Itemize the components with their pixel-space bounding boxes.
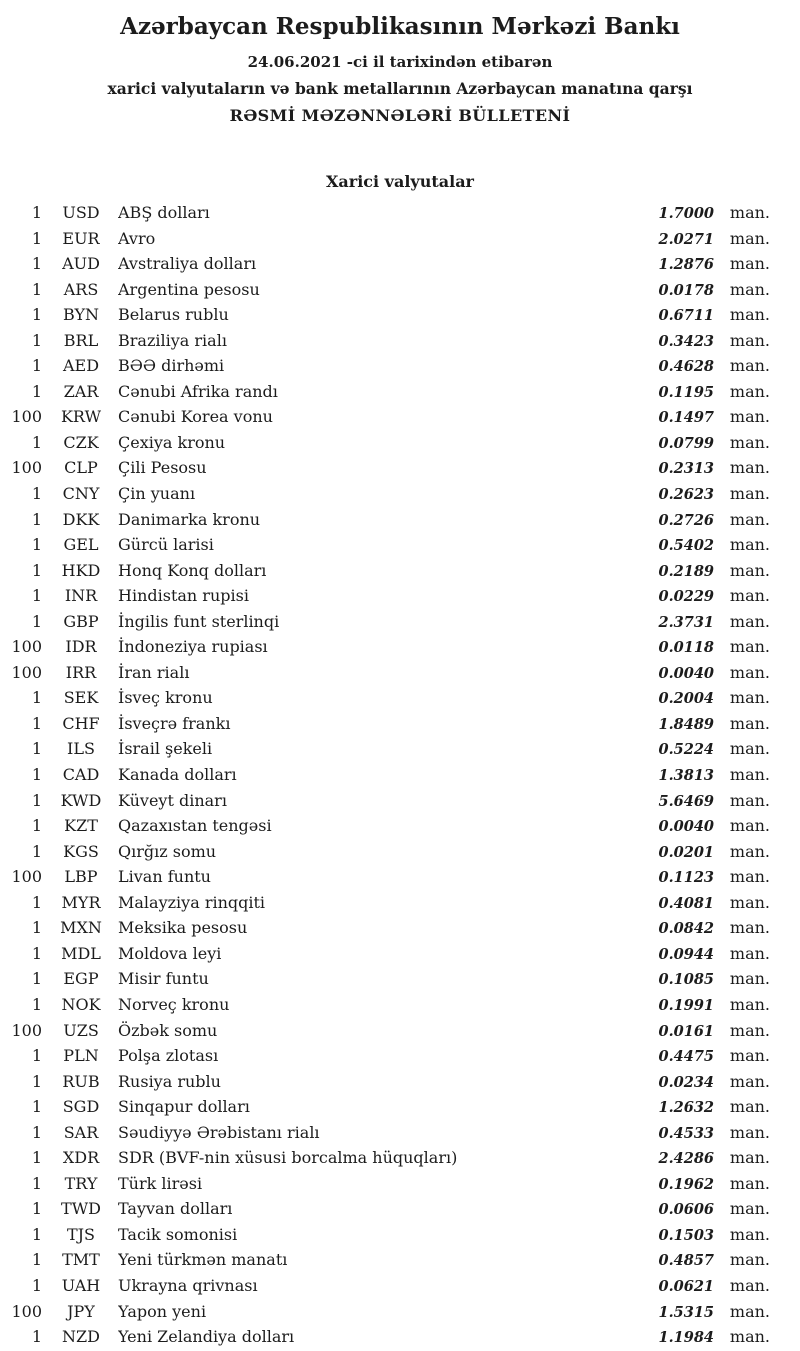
currency-unit: man. <box>729 509 770 529</box>
currency-row <box>8 609 770 635</box>
currency-row <box>8 1069 770 1095</box>
currency-rate: 2.4286 <box>658 1150 714 1168</box>
currency-unit: man. <box>729 1224 770 1244</box>
currency-code: GBP <box>63 611 99 631</box>
currency-quantity: 100 <box>11 458 42 478</box>
currency-row <box>8 788 770 814</box>
currency-code: BRL <box>63 330 99 350</box>
currency-row <box>8 328 770 354</box>
currency-rate: 1.8489 <box>658 715 714 733</box>
currency-unit: man. <box>729 867 770 887</box>
currency-row <box>8 507 770 533</box>
currency-unit: man. <box>729 739 770 759</box>
currency-code: IRR <box>65 662 97 682</box>
currency-quantity: 1 <box>31 228 42 248</box>
currency-quantity: 1 <box>31 765 42 785</box>
effective-date-line: 24.06.2021 -ci il tarixindən etibarən <box>247 53 553 71</box>
currency-unit: man. <box>729 1122 770 1142</box>
currency-unit: man. <box>729 637 770 657</box>
currency-quantity: 100 <box>11 1020 42 1040</box>
currency-row <box>8 251 770 277</box>
currency-unit: man. <box>729 918 770 938</box>
currency-unit: man. <box>729 535 770 555</box>
currency-code: KZT <box>64 816 98 836</box>
currency-rate: 0.0799 <box>658 434 714 452</box>
currency-name: Cənubi Korea vonu <box>118 407 273 427</box>
currency-unit: man. <box>729 969 770 989</box>
currency-rate: 1.2876 <box>658 256 714 274</box>
currency-rate: 1.7000 <box>658 205 714 222</box>
currency-name: Səudiyyə Ərəbistanı rialı <box>118 1122 320 1142</box>
currency-name: Livan funtu <box>118 867 211 887</box>
currency-code: TWD <box>61 1199 101 1219</box>
currency-unit: man. <box>729 305 770 325</box>
currency-code: KRW <box>60 407 102 427</box>
currency-row <box>8 992 770 1018</box>
currency-code: CZK <box>63 432 99 452</box>
currency-code: MXN <box>60 918 102 938</box>
currency-rate: 0.4081 <box>658 894 714 912</box>
currency-quantity: 1 <box>31 432 42 452</box>
currency-rate: 0.1503 <box>658 1226 714 1244</box>
currency-quantity: 1 <box>31 381 42 401</box>
currency-unit: man. <box>729 1301 770 1321</box>
currency-quantity: 100 <box>11 867 42 887</box>
currency-rate: 1.3813 <box>658 767 714 785</box>
currency-code: ILS <box>67 739 95 759</box>
currency-unit: man. <box>729 1046 770 1066</box>
currency-rate: 0.1497 <box>658 409 714 427</box>
currency-quantity: 1 <box>31 1250 42 1270</box>
currency-code: XDR <box>62 1148 100 1168</box>
currency-quantity: 1 <box>31 1173 42 1193</box>
currency-quantity: 1 <box>31 1071 42 1091</box>
currency-name: Moldova leyi <box>118 943 222 963</box>
currency-quantity: 1 <box>31 484 42 504</box>
currency-rate: 0.0040 <box>658 664 714 682</box>
currency-row <box>8 379 770 405</box>
currency-row <box>8 430 770 456</box>
currency-rate: 0.1991 <box>658 996 714 1014</box>
currency-row <box>8 532 770 558</box>
currency-rate: 0.0040 <box>658 818 714 836</box>
currency-unit: man. <box>729 1020 770 1040</box>
currency-name: İngilis funt sterlinqi <box>118 611 280 631</box>
currency-rate: 0.2189 <box>658 562 714 580</box>
currency-name: İran rialı <box>118 662 190 682</box>
currency-row <box>8 481 770 507</box>
currency-quantity: 1 <box>31 943 42 963</box>
currency-code: DKK <box>62 509 100 529</box>
currency-code: ZAR <box>63 381 99 401</box>
bank-title: Azərbaycan Respublikasının Mərkəzi Bankı <box>120 13 680 40</box>
currency-unit: man. <box>729 432 770 452</box>
currency-row <box>8 583 770 609</box>
currency-unit: man. <box>729 560 770 580</box>
currency-row <box>8 685 770 711</box>
currency-name: Özbək somu <box>118 1020 218 1040</box>
currency-row <box>8 1196 770 1222</box>
currency-name: Danimarka kronu <box>118 509 261 529</box>
currency-name: Braziliya rialı <box>118 330 227 350</box>
currency-code: JPY <box>67 1301 95 1321</box>
currency-code: USD <box>62 203 100 222</box>
currency-row <box>8 404 770 430</box>
currency-rate: 1.5315 <box>658 1303 714 1321</box>
currency-quantity: 1 <box>31 1046 42 1066</box>
currency-quantity: 1 <box>31 611 42 631</box>
currency-row <box>8 1247 770 1273</box>
currency-row <box>8 1018 770 1044</box>
currency-row <box>8 762 770 788</box>
currency-rate: 0.2004 <box>658 690 714 708</box>
currency-quantity: 1 <box>31 1122 42 1142</box>
currency-row <box>8 839 770 865</box>
currency-row <box>8 864 770 890</box>
currency-rate: 0.4628 <box>658 358 714 376</box>
currency-row <box>8 277 770 303</box>
currency-quantity: 1 <box>31 305 42 325</box>
currency-row <box>8 736 770 762</box>
currency-quantity: 1 <box>31 892 42 912</box>
currency-unit: man. <box>729 994 770 1014</box>
currency-code: INR <box>64 586 98 606</box>
currency-code: GEL <box>63 535 99 555</box>
currency-code: RUB <box>62 1071 100 1091</box>
currency-unit: man. <box>729 662 770 682</box>
currency-rate: 0.2623 <box>658 486 714 504</box>
currency-unit: man. <box>729 713 770 733</box>
currency-name: Avstraliya dolları <box>118 254 257 274</box>
currency-name: Çili Pesosu <box>118 458 207 478</box>
currency-unit: man. <box>729 688 770 708</box>
currency-rate: 0.5402 <box>658 537 714 555</box>
document-header <box>8 12 770 125</box>
currency-unit: man. <box>729 841 770 861</box>
currency-unit: man. <box>729 892 770 912</box>
currency-quantity: 1 <box>31 254 42 274</box>
currency-rate: 0.0229 <box>658 588 714 606</box>
currency-quantity: 1 <box>31 1097 42 1117</box>
currency-rate: 0.4857 <box>658 1252 714 1270</box>
currency-quantity: 1 <box>31 586 42 606</box>
currency-code: CNY <box>62 484 100 504</box>
currency-code: MDL <box>61 943 101 963</box>
currency-unit: man. <box>729 1148 770 1168</box>
currency-unit: man. <box>729 816 770 836</box>
currency-row <box>8 941 770 967</box>
currency-unit: man. <box>729 1071 770 1091</box>
currency-code: NZD <box>62 1327 100 1347</box>
currency-code: SAR <box>63 1122 99 1142</box>
currency-rate: 0.0621 <box>658 1277 714 1295</box>
currency-row <box>8 302 770 328</box>
currency-row <box>8 634 770 660</box>
currency-quantity: 1 <box>31 739 42 759</box>
currency-row <box>8 226 770 252</box>
currency-row <box>8 813 770 839</box>
currency-row <box>8 1299 770 1325</box>
currency-row <box>8 890 770 916</box>
currency-quantity: 100 <box>11 637 42 657</box>
currency-row <box>8 1145 770 1171</box>
currency-rate: 0.4475 <box>658 1048 714 1066</box>
currency-rate: 0.0944 <box>658 945 714 963</box>
currency-row <box>8 455 770 481</box>
currency-name: Sinqapur dolları <box>118 1097 250 1117</box>
currency-code: CAD <box>62 765 100 785</box>
currency-row <box>8 353 770 379</box>
currency-rate: 0.3423 <box>658 332 714 350</box>
currency-row <box>8 915 770 941</box>
currency-rate: 0.0118 <box>658 639 714 657</box>
currency-name: Honq Konq dolları <box>118 560 267 580</box>
currency-quantity: 100 <box>11 662 42 682</box>
currency-code: MYR <box>61 892 101 912</box>
currency-code: TMT <box>62 1250 100 1270</box>
currency-code: KGS <box>63 841 99 861</box>
currency-code: SEK <box>63 688 99 708</box>
currency-code: EGP <box>63 969 99 989</box>
currency-rate: 0.2726 <box>658 511 714 529</box>
currency-unit: man. <box>729 765 770 785</box>
currency-row <box>8 1171 770 1197</box>
currency-unit: man. <box>729 790 770 810</box>
currency-name: Meksika pesosu <box>118 918 248 938</box>
currency-name: Qazaxıstan tengəsi <box>118 816 272 836</box>
currency-unit: man. <box>729 254 770 274</box>
currency-row <box>8 558 770 584</box>
currency-quantity: 1 <box>31 1327 42 1347</box>
currency-name: Qırğız somu <box>118 841 217 861</box>
currency-code: AED <box>62 356 100 376</box>
currency-quantity: 1 <box>31 688 42 708</box>
currency-name: Yeni türkmən manatı <box>118 1250 288 1270</box>
currency-name: Tayvan dolları <box>118 1199 233 1219</box>
currency-rate: 0.0842 <box>658 920 714 938</box>
currency-row <box>8 1222 770 1248</box>
currency-name: Küveyt dinarı <box>118 790 227 810</box>
currency-unit: man. <box>729 228 770 248</box>
currency-quantity: 100 <box>11 407 42 427</box>
currency-name: Türk lirəsi <box>118 1173 203 1193</box>
currency-row <box>8 200 770 226</box>
currency-row <box>8 1324 770 1350</box>
currency-code: LBP <box>64 867 98 887</box>
currency-unit: man. <box>729 1173 770 1193</box>
currency-name: Hindistan rupisi <box>118 586 249 606</box>
currency-code: CHF <box>62 713 100 733</box>
currency-rate: 1.1984 <box>658 1329 714 1347</box>
currency-unit: man. <box>729 1327 770 1347</box>
currency-unit: man. <box>729 1275 770 1295</box>
section-title-foreign-currencies: Xarici valyutalar <box>326 172 474 191</box>
currency-rate: 0.4533 <box>658 1124 714 1142</box>
currency-name: Misir funtu <box>118 969 209 989</box>
currency-name: Avro <box>118 228 156 248</box>
currency-code: IDR <box>65 637 97 657</box>
currency-name: Polşa zlotası <box>118 1046 219 1066</box>
currency-quantity: 1 <box>31 279 42 299</box>
currency-name: BƏƏ dirhəmi <box>118 356 225 376</box>
currency-rate: 1.2632 <box>658 1099 714 1117</box>
currency-name: Çin yuanı <box>118 484 196 504</box>
currency-quantity: 1 <box>31 841 42 861</box>
currency-unit: man. <box>729 1097 770 1117</box>
currency-quantity: 1 <box>31 1224 42 1244</box>
currency-name: Cənubi Afrika randı <box>118 381 278 401</box>
currency-row <box>8 1120 770 1146</box>
currency-name: Çexiya kronu <box>118 432 226 452</box>
currency-rate: 2.0271 <box>658 230 714 248</box>
currency-rate: 0.1195 <box>658 383 714 401</box>
currency-rate: 0.1962 <box>658 1175 714 1193</box>
currency-code: HKD <box>61 560 101 580</box>
currency-quantity: 1 <box>31 356 42 376</box>
currency-unit: man. <box>729 458 770 478</box>
currency-row <box>8 1043 770 1069</box>
currency-quantity: 1 <box>31 790 42 810</box>
currency-name: Yeni Zelandiya dolları <box>118 1327 295 1347</box>
currency-name: Malayziya rinqqiti <box>118 892 266 912</box>
currency-rate: 0.0178 <box>658 281 714 299</box>
currency-rate: 0.2313 <box>658 460 714 478</box>
currency-quantity: 1 <box>31 994 42 1014</box>
currency-code: AUD <box>62 254 100 274</box>
currency-row <box>8 660 770 686</box>
currency-unit: man. <box>729 484 770 504</box>
currency-quantity: 1 <box>31 1148 42 1168</box>
currency-code: KWD <box>60 790 102 810</box>
currency-name: İsveçrə frankı <box>118 713 231 733</box>
currency-quantity: 1 <box>31 816 42 836</box>
currency-unit: man. <box>729 586 770 606</box>
currency-unit: man. <box>729 279 770 299</box>
currency-rate: 0.5224 <box>658 741 714 759</box>
currency-code: BYN <box>62 305 100 325</box>
currency-row <box>8 711 770 737</box>
currency-quantity: 1 <box>31 509 42 529</box>
document-subtitle: xarici valyutaların və bank metallarının Azərbaycan manatına qarşı <box>107 79 693 98</box>
currency-name: Argentina pesosu <box>118 279 260 299</box>
currency-unit: man. <box>729 1250 770 1270</box>
currency-row <box>8 1094 770 1120</box>
currency-quantity: 1 <box>31 535 42 555</box>
currency-rate: 0.0606 <box>658 1201 714 1219</box>
currency-code: EUR <box>62 228 100 248</box>
currency-quantity: 1 <box>31 1199 42 1219</box>
currency-code: UAH <box>61 1275 101 1295</box>
currency-quantity: 1 <box>31 560 42 580</box>
currency-code: UZS <box>63 1020 99 1040</box>
currency-rate: 0.1085 <box>658 971 714 989</box>
currency-rate: 0.6711 <box>658 307 714 325</box>
currency-unit: man. <box>729 356 770 376</box>
bulletin-title: RƏSMİ MƏZƏNNƏLƏRİ BÜLLETENİ <box>229 106 571 125</box>
currency-rate: 5.6469 <box>658 792 714 810</box>
currency-rate: 2.3731 <box>658 613 714 631</box>
currency-name: Tacik somonisi <box>118 1224 238 1244</box>
currency-code: TRY <box>64 1173 98 1193</box>
currency-name: Norveç kronu <box>118 994 230 1014</box>
currency-rate: 0.0161 <box>658 1022 714 1040</box>
currency-quantity: 1 <box>31 918 42 938</box>
currency-name: Belarus rublu <box>118 305 229 325</box>
currency-name: İsveç kronu <box>118 688 213 708</box>
currency-unit: man. <box>729 407 770 427</box>
currency-unit: man. <box>729 381 770 401</box>
currency-rate: 0.0234 <box>658 1073 714 1091</box>
currency-name: SDR (BVF-nin xüsusi borcalma hüquqları) <box>118 1148 458 1168</box>
currency-quantity: 1 <box>31 969 42 989</box>
currency-rate-table <box>8 200 770 1350</box>
currency-code: TJS <box>66 1224 96 1244</box>
currency-rate: 0.1123 <box>658 869 714 887</box>
currency-row <box>8 966 770 992</box>
currency-code: ARS <box>63 279 99 299</box>
currency-quantity: 1 <box>31 1275 42 1295</box>
currency-quantity: 1 <box>31 713 42 733</box>
currency-name: Kanada dolları <box>118 765 237 785</box>
currency-code: PLN <box>63 1046 99 1066</box>
currency-unit: man. <box>729 330 770 350</box>
currency-unit: man. <box>729 611 770 631</box>
currency-code: CLP <box>64 458 98 478</box>
currency-name: Rusiya rublu <box>118 1071 221 1091</box>
currency-unit: man. <box>729 203 770 222</box>
currency-row <box>8 1273 770 1299</box>
currency-rate: 0.0201 <box>658 843 714 861</box>
currency-name: İsrail şekeli <box>118 739 213 759</box>
currency-name: Yapon yeni <box>118 1301 207 1321</box>
currency-quantity: 1 <box>31 203 42 222</box>
currency-unit: man. <box>729 943 770 963</box>
currency-name: Gürcü larisi <box>118 535 214 555</box>
currency-name: Ukrayna qrivnası <box>118 1275 258 1295</box>
currency-quantity: 1 <box>31 330 42 350</box>
currency-code: SGD <box>62 1097 100 1117</box>
currency-code: NOK <box>61 994 101 1014</box>
currency-name: İndoneziya rupiası <box>118 637 268 657</box>
currency-unit: man. <box>729 1199 770 1219</box>
currency-name: ABŞ dolları <box>118 203 210 222</box>
currency-quantity: 100 <box>11 1301 42 1321</box>
